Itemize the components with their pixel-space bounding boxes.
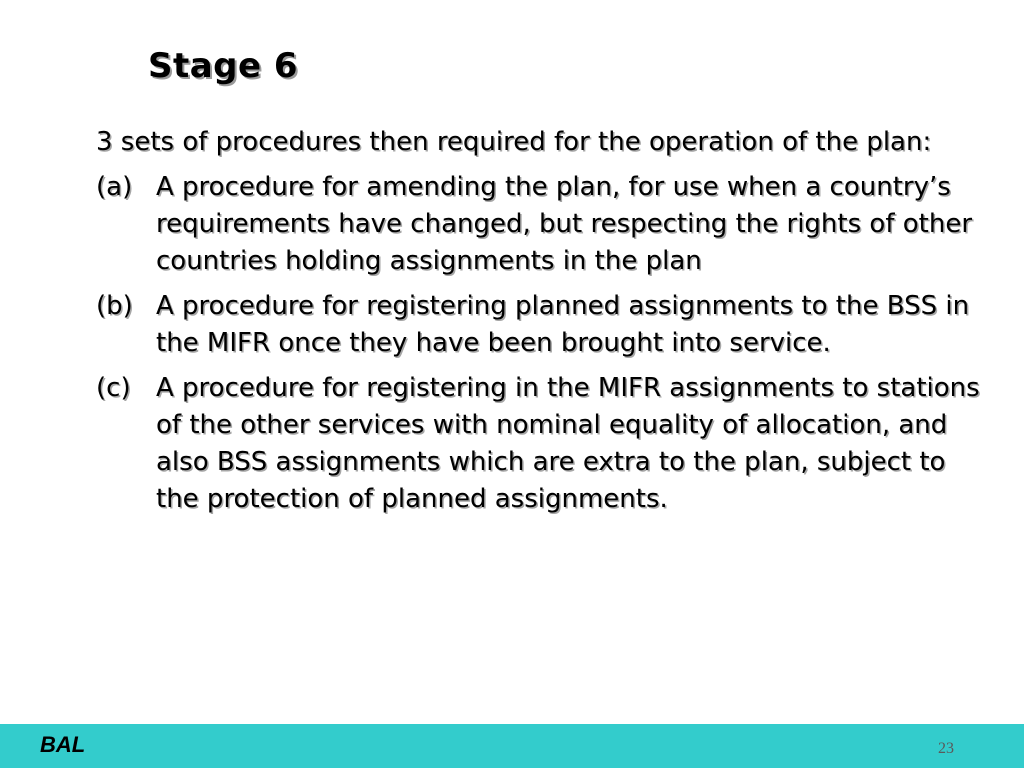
list-marker: (c) xyxy=(96,373,131,403)
list-item-c xyxy=(96,370,996,518)
footer-brand: BAL xyxy=(40,732,86,757)
page-number: 23 xyxy=(938,740,954,757)
footer-bar xyxy=(0,724,1024,768)
list-item-a xyxy=(96,169,996,280)
list-item-text: A procedure for amending the plan, for use when a country’s requirements have changed, but respecting the rights of other countries holding assignments in the plan xyxy=(156,172,973,276)
list-marker: (b) xyxy=(96,291,133,321)
slide-title: Stage 6 xyxy=(148,46,299,86)
intro-paragraph: 3 sets of procedures then required for the operation of the plan: xyxy=(96,127,932,157)
list-item-text: A procedure for registering planned assignments to the BSS in the MIFR once they have been brought into service. xyxy=(156,291,970,358)
slide-body xyxy=(96,124,996,526)
list-item-text: A procedure for registering in the MIFR assignments to stations of the other services with nominal equality of allocation, and also BSS assignments which are extra to the plan, subject to the protection of planned assignments. xyxy=(156,373,980,514)
list-item-b xyxy=(96,288,996,362)
list-marker: (a) xyxy=(96,172,133,202)
